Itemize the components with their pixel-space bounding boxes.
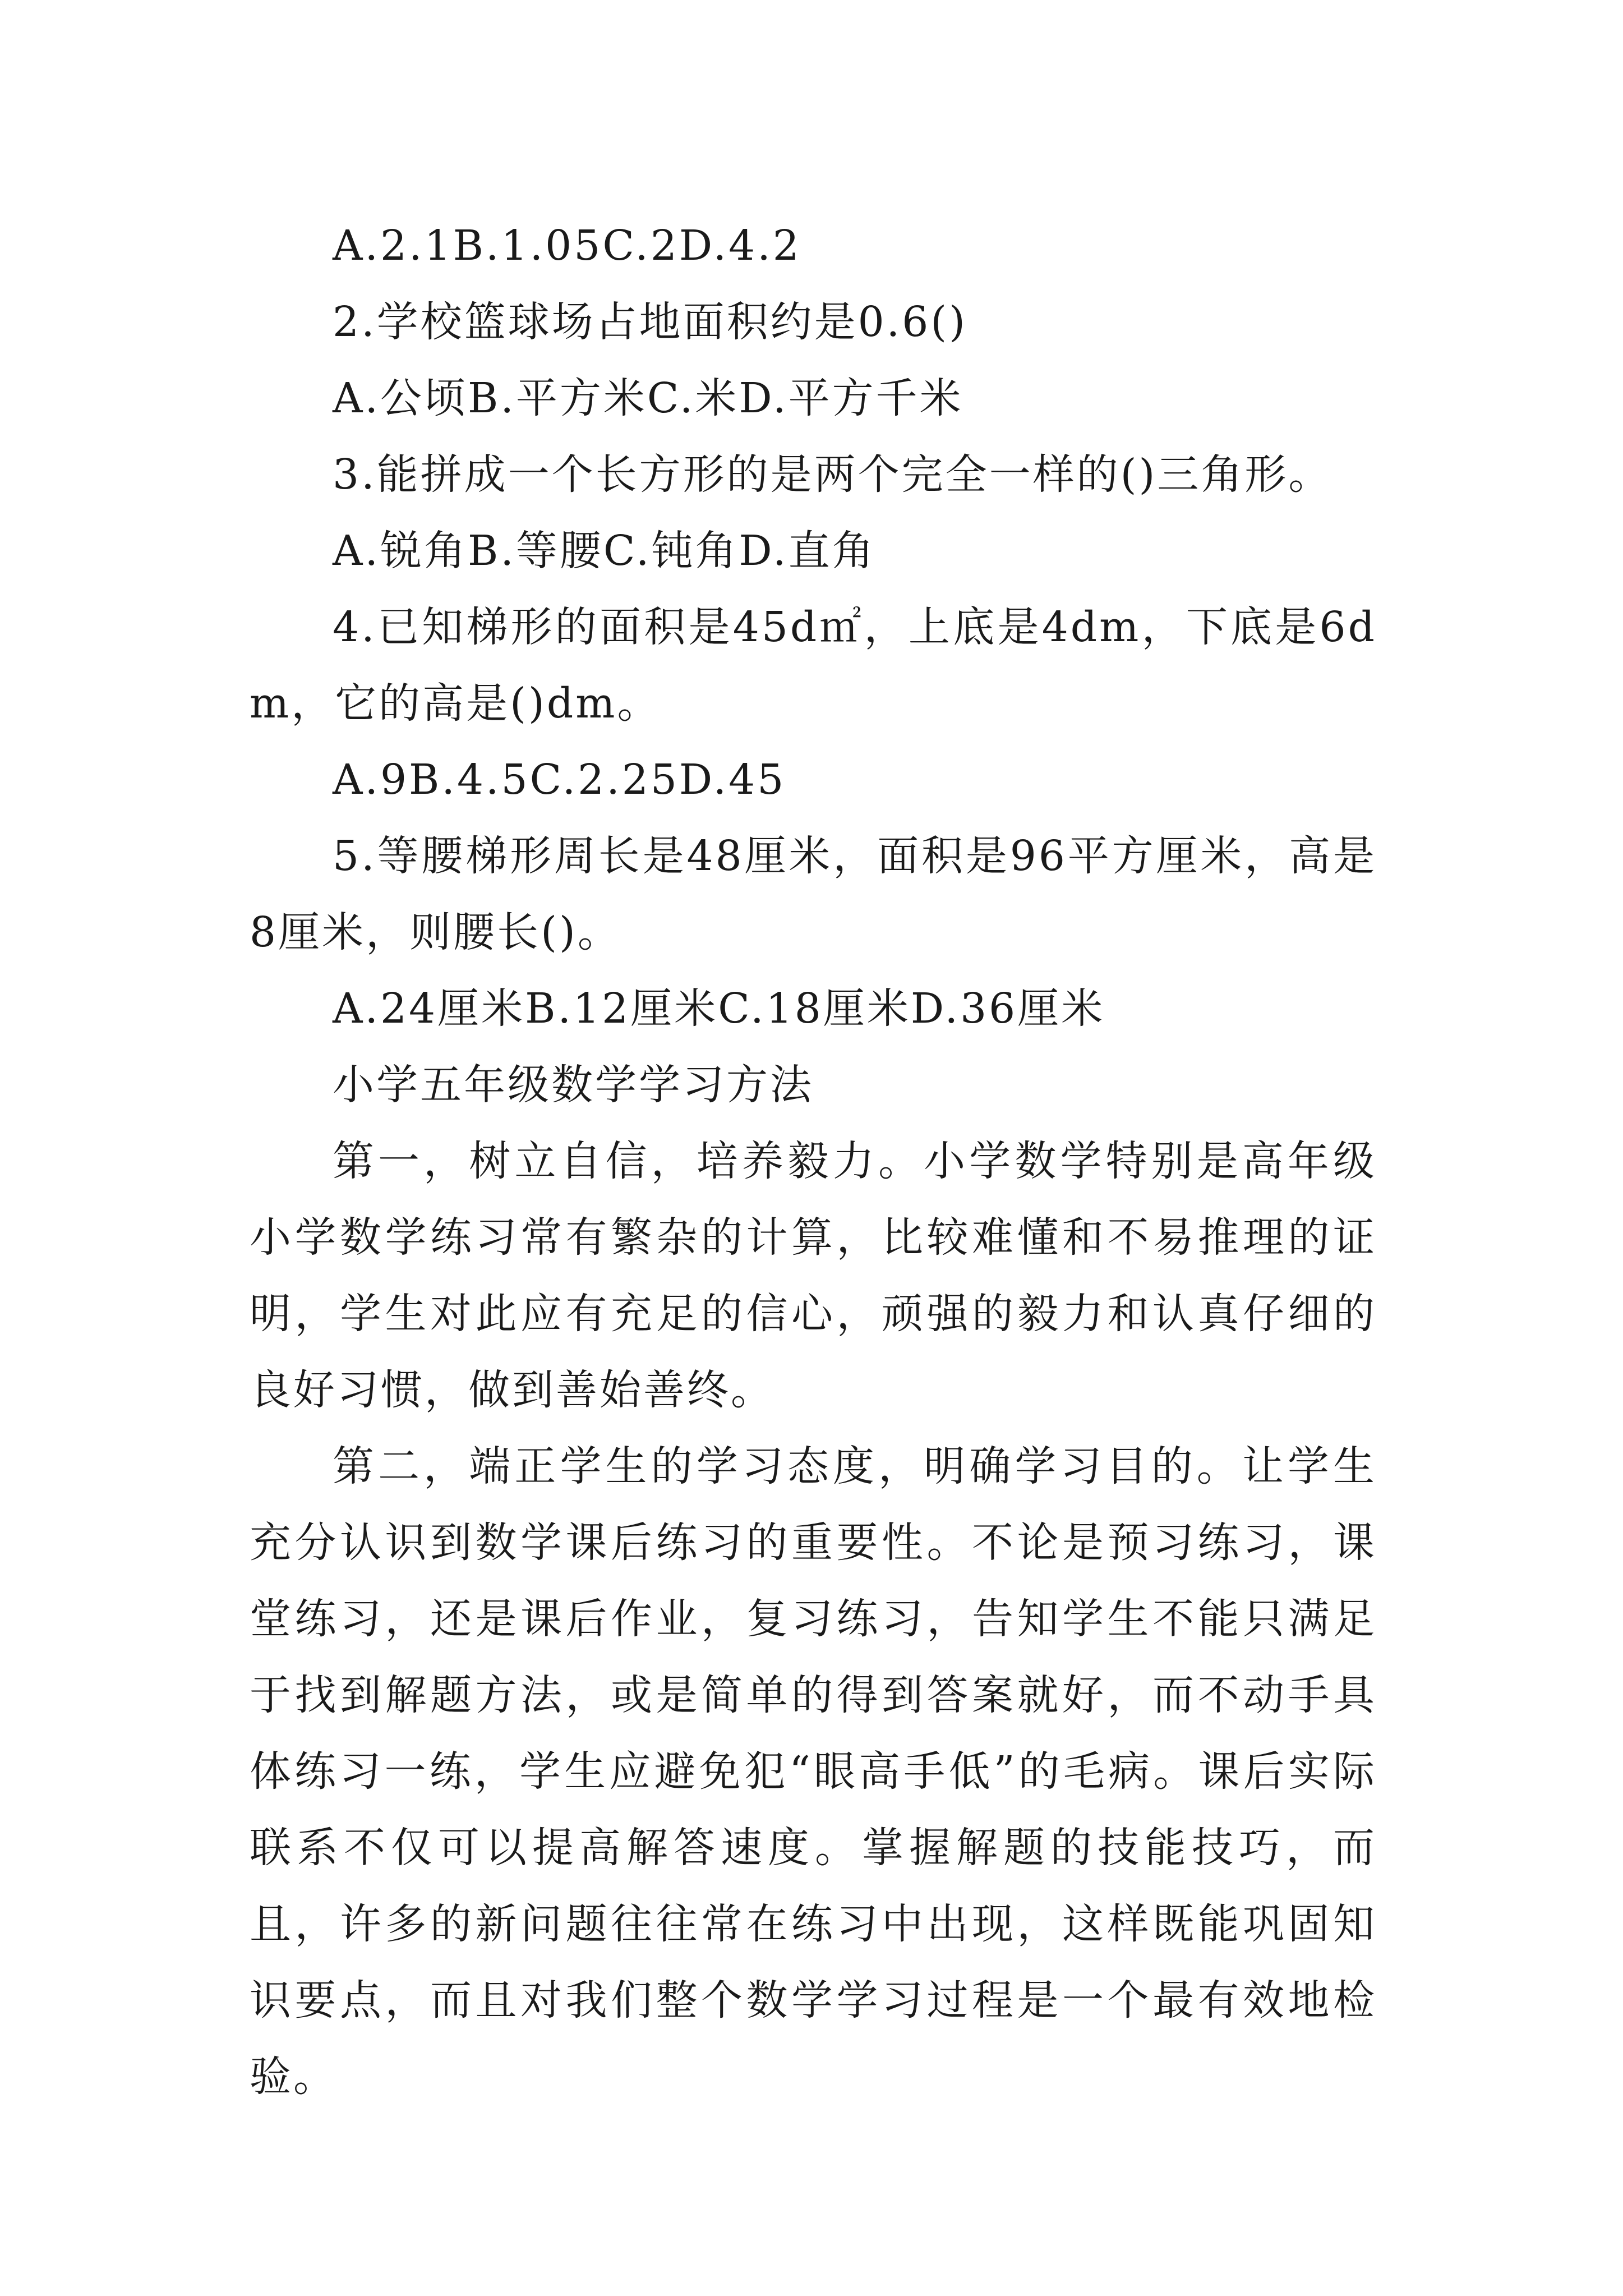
document-body — [250, 208, 1377, 2115]
answer-options-q4: A.9B.4.5C.2.25D.45 — [333, 756, 786, 804]
question-3: 3.能拼成一个长方形的是两个完全一样的()三角形。 — [333, 450, 1332, 499]
answer-options-q3: A.锐角B.等腰C.钝角D.直角 — [333, 527, 876, 575]
question-2: 2.学校篮球场占地面积约是0.6() — [333, 298, 968, 346]
answer-options-q5: A.24厘米B.12厘米C.18厘米D.36厘米 — [333, 984, 1105, 1033]
question-5: 5.等腰梯形周长是48厘米，面积是96平方厘米，高是8厘米，则腰长()。 — [250, 832, 1377, 956]
section-heading: 小学五年级数学学习方法 — [333, 1061, 814, 1109]
question-4: 4.已知梯形的面积是45d㎡，上底是4dm，下底是6dm，它的高是()dm。 — [250, 603, 1377, 728]
answer-options-q1: A.2.1B.1.05C.2D.4.2 — [333, 222, 801, 270]
method-paragraph-2: 第二，端正学生的学习态度，明确学习目的。让学生充分认识到数学课后练习的重要性。不论是预习练习，课堂练习，还是课后作业，复习练习，告知学生不能只满足于找到解题方法，或是简单的得到答案就好，而不动手具体练习一练，学生应避免犯“眼高手低”的毛病。课后实际联系不仅可以提高解答速度。掌握解题的技能技巧，而且，许多的新问题往往常在练习中出现，这样既能巩固知识要点，而且对我们整个数学学习过程是一个最有效地检验。 — [250, 1442, 1377, 2101]
answer-options-q2: A.公顷B.平方米C.米D.平方千米 — [333, 374, 963, 422]
method-paragraph-1: 第一，树立自信，培养毅力。小学数学特别是高年级小学数学练习常有繁杂的计算，比较难懂和不易推理的证明，学生对此应有充足的信心，顽强的毅力和认真仔细的良好习惯，做到善始善终。 — [250, 1137, 1377, 1414]
